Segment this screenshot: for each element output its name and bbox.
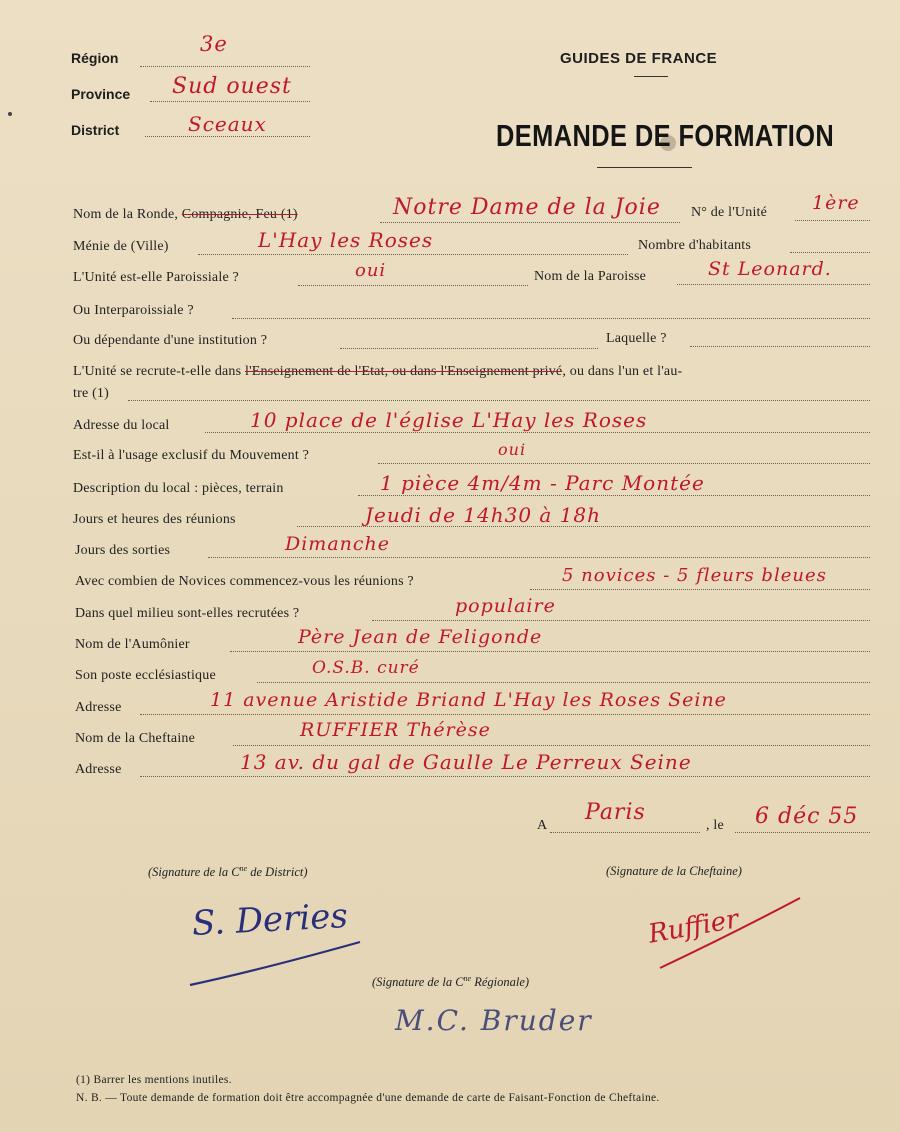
sorties-label: Jours des sorties [75,543,171,558]
cheftaine-signature-caption: (Signature de la Cheftaine) [606,864,742,878]
poste-label: Son poste ecclésiastique [75,668,216,683]
description-value: 1 pièce 4m/4m - Parc Montée [380,471,705,495]
milieu-label: Dans quel milieu sont-elles recrutées ? [75,606,300,621]
unite-value: 1ère [812,192,860,214]
ville-value: L'Hay les Roses [258,228,434,252]
ronde-struck-options: Compagnie, Feu (1) [181,207,298,222]
novices-label: Avec combien de Novices commencez-vous les réunions ? [75,574,414,589]
adresse-local-label: Adresse du local [73,418,170,433]
recrute-struck-options: l'Enseignement de l'Etat, ou dans l'Enseignement privé [244,364,563,379]
date-value: 6 déc 55 [755,804,859,829]
aumonier-value: Père Jean de Feligonde [298,626,543,648]
district-signature-flourish [180,930,370,1000]
adresse-aumonier-value: 11 avenue Aristide Briand L'Hay les Roses Seine [210,689,727,711]
place-label: A [537,818,548,833]
region-label: Région [71,50,119,66]
ronde-label: Nom de la Ronde, Compagnie, Feu (1) [73,207,298,222]
milieu-value: populaire [455,595,556,617]
unite-label: N° de l'Unité [691,205,768,220]
institution-label: Ou dépendante d'une institution ? [73,333,268,348]
paroissiale-label: L'Unité est-elle Paroissiale ? [73,270,239,285]
ville-label: Ménie de (Ville) [73,239,169,254]
date-label: , le [706,818,724,833]
province-value: Sud ouest [172,74,292,99]
footnote-barrer: (1) Barrer les mentions inutiles. [76,1074,232,1086]
title-rule [597,167,692,168]
punch-hole-mark [8,112,12,116]
aumonier-label: Nom de l'Aumônier [75,637,190,652]
habitants-label: Nombre d'habitants [638,238,752,253]
poste-value: O.S.B. curé [312,658,420,678]
place-value: Paris [585,800,646,825]
district-label: District [71,122,120,138]
novices-value: 5 novices - 5 fleurs bleues [562,565,827,586]
adresse-local-value: 10 place de l'église L'Hay les Roses [250,408,648,432]
recrute-label: L'Unité se recrute-t-elle dans l'Enseignement de l'Etat, ou dans l'Enseignement privé, ou dans l'un et l'au- [73,364,683,379]
jours-heures-value: Jeudi de 14h30 à 18h [365,503,602,527]
page-title: DEMANDE DE FORMATION [496,118,835,153]
ronde-value: Notre Dame de la Joie [393,195,661,220]
adresse-aumonier-label: Adresse [75,700,122,715]
description-label: Description du local : pièces, terrain [73,481,284,496]
sorties-value: Dimanche [285,533,391,555]
laquelle-label: Laquelle ? [606,331,667,346]
district-value: Sceaux [188,112,267,136]
region-value: 3e [200,32,228,56]
cheftaine-label: Nom de la Cheftaine [75,731,196,746]
usage-label: Est-il à l'usage exclusif du Mouvement ? [73,448,310,463]
interparoissiale-label: Ou Interparoissiale ? [73,303,194,318]
district-signature: S. Deries [191,895,349,945]
recrute-label-continued: tre (1) [73,386,109,401]
paroisse-value: St Leonard. [708,258,832,280]
footnote-nb: N. B. — Toute demande de formation doit être accompagnée d'une demande de carte de Faisant-Fonction de Cheftaine. [76,1092,660,1104]
cheftaine-signature-flourish [650,890,810,980]
organization-name: GUIDES DE FRANCE [560,50,718,67]
jours-heures-label: Jours et heures des réunions [73,512,236,527]
paroisse-label: Nom de la Paroisse [534,269,647,284]
regionale-signature-caption: (Signature de la $C^{ne}$ Régionale) [372,974,530,990]
cheftaine-signature: Ruffier [646,904,741,950]
adresse-cheftaine-label: Adresse [75,762,122,777]
paroissiale-value: oui [355,260,387,281]
org-rule [634,76,668,77]
province-label: Province [71,86,131,102]
regionale-signature: M.C. Bruder [395,1004,593,1037]
cheftaine-value: RUFFIER Thérèse [300,719,491,741]
usage-value: oui [498,440,527,459]
adresse-cheftaine-value: 13 av. du gal de Gaulle Le Perreux Seine [240,750,692,774]
district-signature-caption: (Signature de la $C^{ne}$ de District) [148,864,308,880]
